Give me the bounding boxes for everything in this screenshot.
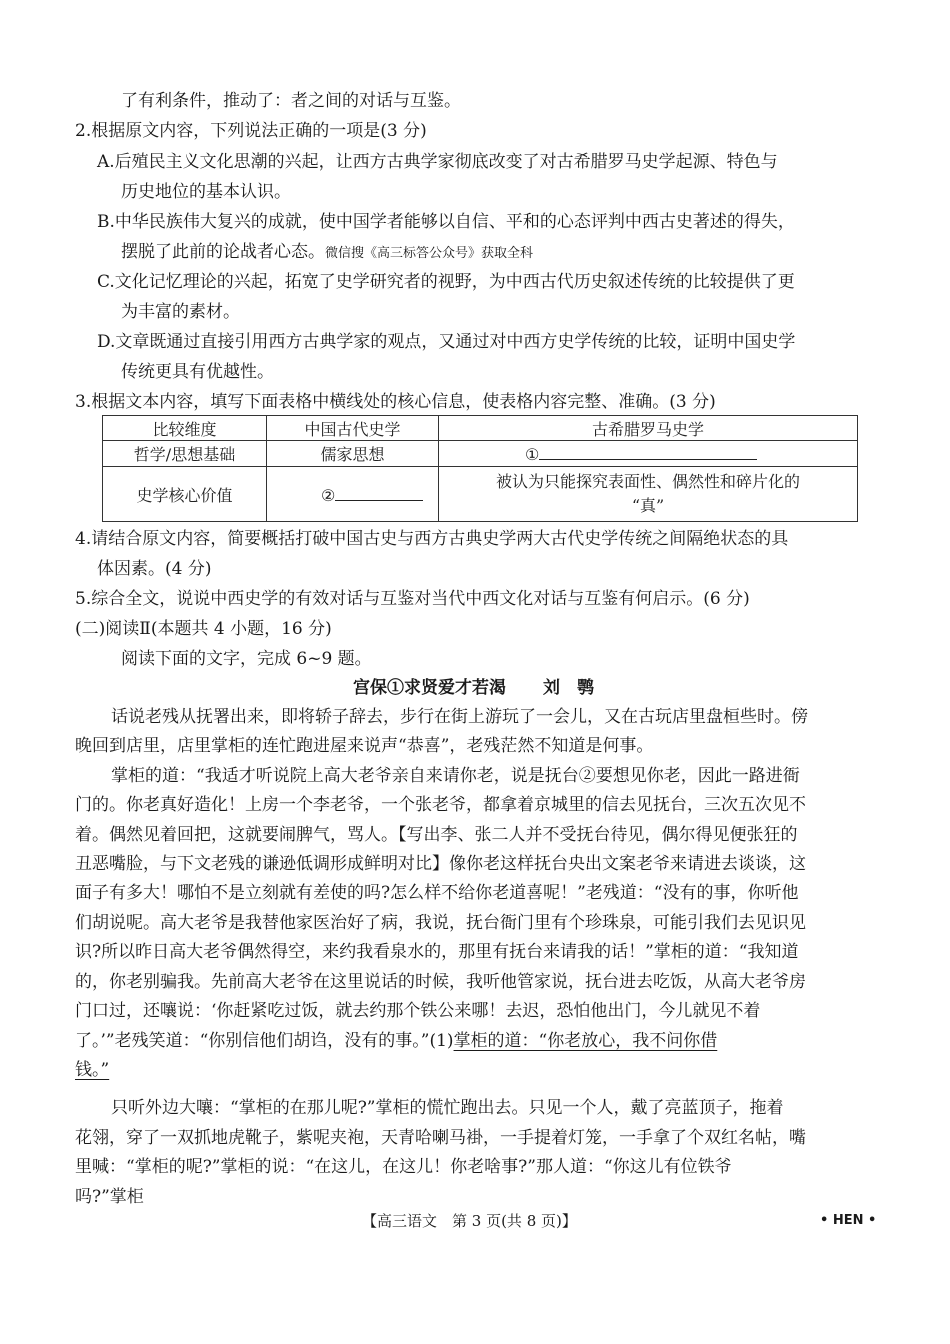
option-a-line1: A.后殖民主义文化思潮的兴起，让西方古典学家彻底改变了对古希腊罗马史学起源、特色与	[97, 152, 778, 172]
table-cell: 史学核心价值	[103, 467, 267, 522]
table-cell: 被认为只能探究表面性、偶然性和碎片化的 “真”	[439, 467, 858, 522]
table-header-cell: 中国古代史学	[267, 416, 439, 441]
paragraph-line: 了。’”老残笑道：“你别信他们胡诌，没有的事。”(1)掌柜的道：“你老放心，我不问你借	[75, 1031, 718, 1051]
section-heading: (二)阅读Ⅱ(本题共 4 小题，16 分)	[75, 619, 332, 639]
question-3: 3.根据文本内容，填写下面表格中横线处的核心信息，使表格内容完整、准确。(3 分)	[75, 392, 716, 412]
table-cell	[267, 467, 439, 522]
table-header-cell: 古希腊罗马史学	[439, 416, 858, 441]
watermark-note: 微信搜《高三标答公众号》获取全科	[325, 246, 534, 261]
paragraph-line: 掌柜的道：“我适才听说院上高大老爷亲自来请你老，说是抚台②要想见你老，因此一路进衙	[111, 766, 800, 786]
paragraph-line: 着。偶然见着回把，这就要闹脾气，骂人。【写出李、张二人并不受抚台待见，偶尔得见便张狂的	[75, 825, 798, 845]
option-a-line2: 历史地位的基本认识。	[121, 182, 291, 202]
paragraph-line: 只听外边大嚷：“掌柜的在那儿呢?”掌柜的慌忙跑出去。只见一个人，戴了亮蓝顶子，拖着	[111, 1098, 784, 1118]
question-4-line1: 4.请结合原文内容，简要概括打破中国古史与西方古典史学两大古代史学传统之间隔绝状态的具	[75, 529, 789, 549]
paragraph-line: 花翎，穿了一双抓地虎靴子，紫呢夹袍，天青哈喇马褂，一手提着灯笼，一手拿了个双红名帖，嘴	[75, 1128, 806, 1148]
question-5: 5.综合全文，说说中西史学的有效对话与互鉴对当代中西文化对话与互鉴有何启示。(6 分)	[75, 589, 750, 609]
answer-blank[interactable]	[335, 484, 423, 501]
underlined-sentence: 钱。”	[75, 1060, 110, 1080]
paragraph-line: 吗?”掌柜	[75, 1187, 144, 1207]
table-row	[103, 467, 858, 522]
table-cell: 哲学/思想基础	[103, 441, 267, 467]
table-header-cell: 比较维度	[103, 416, 267, 441]
paragraph-line: 的，你老别骗我。先前高大老爷在这里说话的时候，我听他管家说，抚台进去吃饭，从高大老爷房	[75, 972, 806, 992]
paragraph-line: 里喊：“掌柜的呢?”掌柜的说：“在这儿，在这儿！你老啥事?”那人道：“你这儿有位铁爷	[75, 1157, 732, 1177]
option-c-line1: C.文化记忆理论的兴起，拓宽了史学研究者的视野，为中西古代历史叙述传统的比较提供了更	[97, 272, 795, 292]
option-b-line2: 摆脱了此前的论战者心态。微信搜《高三标答公众号》获取全科	[121, 242, 534, 262]
paragraph-line: 识?所以昨日高大老爷偶然得空，来约我看泉水的，那里有抚台来请我的话！”掌柜的道：“我知道	[75, 942, 799, 962]
section-instruction: 阅读下面的文字，完成 6~9 题。	[121, 649, 372, 669]
comparison-table	[102, 415, 858, 522]
answer-blank[interactable]	[539, 443, 757, 460]
paragraph-line: 话说老残从抚署出来，即将轿子辞去，步行在街上游玩了一会儿，又在古玩店里盘桓些时。傍	[111, 707, 808, 727]
option-c-line2: 为丰富的素材。	[121, 302, 240, 322]
table-cell: 儒家思想	[267, 441, 439, 467]
text-line: 了有利条件，推动了：者之间的对话与互鉴。	[121, 91, 461, 111]
story-title: 宫保①求贤爱才若渴	[353, 678, 506, 698]
paragraph-line: 面子有多大！哪怕不是立刻就有差使的吗?怎么样不给你老道喜呢！”老残道：“没有的事，你听他	[75, 883, 799, 903]
paragraph-line: 丑恶嘴脸，与下文老残的谦逊低调形成鲜明对比】像你老这样抚台央出文案老爷来请进去谈谈，这	[75, 854, 806, 874]
paragraph-line: 门口过，还嚷说：‘你赶紧吃过饭，就去约那个铁公来哪！去迟，恐怕他出门，今儿就见不着	[75, 1001, 761, 1021]
option-d-line1: D.文章既通过直接引用西方古典学家的观点，又通过对中西方史学传统的比较，证明中国史学	[97, 332, 796, 352]
footer-code: • HEN •	[820, 1213, 877, 1228]
question-4-line2: 体因素。(4 分)	[97, 559, 212, 579]
paragraph-line: 晚回到店里，店里掌柜的连忙跑进屋来说声“恭喜”，老残茫然不知道是何事。	[75, 736, 654, 756]
option-d-line2: 传统更具有优越性。	[121, 362, 274, 382]
table-row	[103, 441, 858, 467]
table-cell	[439, 441, 858, 467]
table-header-row	[103, 416, 858, 441]
page-footer: 【高三语文 第 3 页(共 8 页)】	[362, 1212, 577, 1230]
paragraph-line: 们胡说呢。高大老爷是我替他家医治好了病，我说，抚台衙门里有个珍珠泉，可能引我们去见识见	[75, 913, 806, 933]
blank-marker: ②	[321, 485, 336, 505]
blank-marker: ①	[525, 445, 540, 464]
underlined-sentence: 掌柜的道：“你老放心，我不问你借	[453, 1031, 718, 1051]
story-author: 刘 鹗	[543, 678, 594, 698]
option-b-line1: B.中华民族伟大复兴的成就，使中国学者能够以自信、平和的心态评判中西古史著述的得失，	[97, 212, 795, 232]
question-2: 2.根据原文内容，下列说法正确的一项是(3 分)	[75, 121, 427, 141]
paragraph-line: 门的。你老真好造化！上房一个李老爷，一个张老爷，都拿着京城里的信去见抚台，三次五次见不	[75, 795, 806, 815]
